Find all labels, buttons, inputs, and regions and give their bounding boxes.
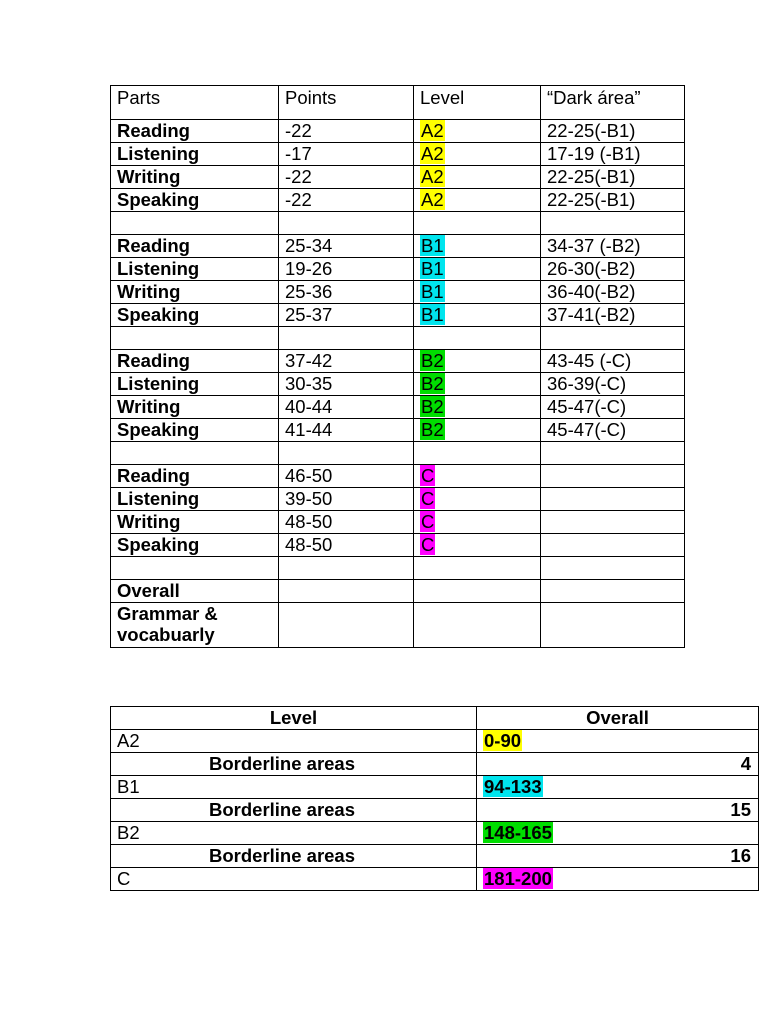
empty-cell	[279, 327, 414, 350]
dark-area-cell: 45-47(-C)	[541, 396, 685, 419]
points-cell: 25-37	[279, 304, 414, 327]
level-badge: B1	[421, 235, 444, 256]
dark-area-cell: 26-30(-B2)	[541, 258, 685, 281]
table-row	[111, 603, 685, 648]
empty-cell	[279, 557, 414, 580]
level-cell	[414, 488, 541, 511]
level-badge: B1	[421, 304, 444, 325]
points-cell: 41-44	[279, 419, 414, 442]
spacer-row	[111, 212, 685, 235]
part-cell: Writing	[111, 511, 279, 534]
level-badge: C	[421, 534, 435, 555]
part-cell: Speaking	[111, 189, 279, 212]
table-row	[111, 189, 685, 212]
part-cell: Grammar & vocabuarly	[111, 603, 279, 648]
level-points-table-body	[111, 86, 685, 648]
borderline-label: Borderline areas	[111, 799, 477, 822]
level-badge: B2	[421, 373, 444, 394]
points-cell: 46-50	[279, 465, 414, 488]
table-row	[111, 258, 685, 281]
level-cell	[414, 166, 541, 189]
empty-cell	[541, 442, 685, 465]
dark-area-cell: 22-25(-B1)	[541, 120, 685, 143]
level-badge: A2	[421, 143, 444, 164]
table-row	[111, 511, 685, 534]
dark-area-cell	[541, 465, 685, 488]
dark-area-cell	[541, 534, 685, 557]
dark-area-cell	[541, 603, 685, 648]
points-cell: -22	[279, 189, 414, 212]
table-row	[111, 304, 685, 327]
empty-cell	[541, 557, 685, 580]
empty-cell	[541, 212, 685, 235]
borderline-label: Borderline areas	[111, 753, 477, 776]
dark-area-cell: 37-41(-B2)	[541, 304, 685, 327]
dark-area-cell	[541, 580, 685, 603]
points-cell: -17	[279, 143, 414, 166]
level-badge: A2	[421, 120, 444, 141]
level-badge: B1	[421, 258, 444, 279]
dark-area-cell: 43-45 (-C)	[541, 350, 685, 373]
level-label: A2	[111, 730, 477, 753]
part-cell: Listening	[111, 143, 279, 166]
dark-area-cell: 45-47(-C)	[541, 419, 685, 442]
borderline-row	[111, 845, 759, 868]
level-cell	[414, 189, 541, 212]
level-label: C	[111, 868, 477, 891]
level-cell	[414, 258, 541, 281]
empty-cell	[414, 327, 541, 350]
header-level: Level	[414, 86, 541, 120]
part-cell: Listening	[111, 488, 279, 511]
level-label: B2	[111, 822, 477, 845]
level-cell	[414, 511, 541, 534]
overall-range-cell	[477, 822, 759, 845]
level-badge: A2	[421, 166, 444, 187]
empty-cell	[541, 327, 685, 350]
spacer-row	[111, 327, 685, 350]
level-cell	[414, 419, 541, 442]
dark-area-cell: 36-39(-C)	[541, 373, 685, 396]
header-points: Points	[279, 86, 414, 120]
dark-area-cell: 17-19 (-B1)	[541, 143, 685, 166]
points-cell: 37-42	[279, 350, 414, 373]
level-cell	[414, 603, 541, 648]
dark-area-cell: 22-25(-B1)	[541, 166, 685, 189]
points-cell: 30-35	[279, 373, 414, 396]
spacer-row	[111, 442, 685, 465]
overall-levels-table-body	[111, 707, 759, 891]
level-row	[111, 868, 759, 891]
level-label: B1	[111, 776, 477, 799]
points-cell: 40-44	[279, 396, 414, 419]
level-badge: A2	[421, 189, 444, 210]
points-cell: 48-50	[279, 511, 414, 534]
part-cell: Reading	[111, 465, 279, 488]
level-badge: C	[421, 465, 435, 486]
overall-range-badge: 94-133	[484, 776, 542, 797]
part-cell: Writing	[111, 281, 279, 304]
level-row	[111, 776, 759, 799]
overall-range-cell	[477, 868, 759, 891]
table-row	[111, 281, 685, 304]
header-dark-area: “Dark área”	[541, 86, 685, 120]
table-header-row	[111, 86, 685, 120]
level-points-table	[110, 85, 685, 648]
level-badge: C	[421, 511, 435, 532]
points-cell	[279, 603, 414, 648]
borderline-value: 16	[477, 845, 759, 868]
level-cell	[414, 373, 541, 396]
empty-cell	[279, 212, 414, 235]
part-cell: Reading	[111, 120, 279, 143]
level-cell	[414, 143, 541, 166]
level-row	[111, 730, 759, 753]
table-row	[111, 143, 685, 166]
empty-cell	[111, 557, 279, 580]
points-cell: 25-34	[279, 235, 414, 258]
level-cell	[414, 534, 541, 557]
empty-cell	[414, 212, 541, 235]
borderline-label: Borderline areas	[111, 845, 477, 868]
overall-range-badge: 148-165	[484, 822, 552, 843]
borderline-row	[111, 753, 759, 776]
level-badge: B2	[421, 419, 444, 440]
points-cell	[279, 580, 414, 603]
part-cell: Overall	[111, 580, 279, 603]
table-row	[111, 396, 685, 419]
overall-range-cell	[477, 730, 759, 753]
borderline-row	[111, 799, 759, 822]
level-cell	[414, 350, 541, 373]
empty-cell	[111, 327, 279, 350]
table-row	[111, 534, 685, 557]
level-cell	[414, 304, 541, 327]
points-cell: 25-36	[279, 281, 414, 304]
level-badge: B2	[421, 396, 444, 417]
table-row	[111, 488, 685, 511]
table-row	[111, 419, 685, 442]
part-cell: Reading	[111, 350, 279, 373]
part-cell: Speaking	[111, 534, 279, 557]
table-row	[111, 166, 685, 189]
overall-range-cell	[477, 776, 759, 799]
header-overall: Overall	[477, 707, 759, 730]
part-cell: Speaking	[111, 304, 279, 327]
level-row	[111, 822, 759, 845]
level-cell	[414, 396, 541, 419]
dark-area-cell: 22-25(-B1)	[541, 189, 685, 212]
overall-range-badge: 181-200	[484, 868, 552, 889]
part-cell: Writing	[111, 166, 279, 189]
table-row	[111, 373, 685, 396]
dark-area-cell: 34-37 (-B2)	[541, 235, 685, 258]
dark-area-cell	[541, 511, 685, 534]
table-row	[111, 120, 685, 143]
empty-cell	[414, 557, 541, 580]
level-badge: B2	[421, 350, 444, 371]
part-cell: Reading	[111, 235, 279, 258]
overall-header-row	[111, 707, 759, 730]
borderline-value: 15	[477, 799, 759, 822]
table-row	[111, 350, 685, 373]
overall-range-badge: 0-90	[484, 730, 522, 751]
empty-cell	[279, 442, 414, 465]
level-cell	[414, 281, 541, 304]
dark-area-cell	[541, 488, 685, 511]
header-level: Level	[111, 707, 477, 730]
level-badge: B1	[421, 281, 444, 302]
part-cell: Writing	[111, 396, 279, 419]
part-cell: Listening	[111, 258, 279, 281]
level-cell	[414, 235, 541, 258]
points-cell: -22	[279, 166, 414, 189]
overall-levels-table	[110, 706, 759, 891]
borderline-value: 4	[477, 753, 759, 776]
table-row	[111, 465, 685, 488]
level-cell	[414, 580, 541, 603]
empty-cell	[111, 212, 279, 235]
points-cell: -22	[279, 120, 414, 143]
part-cell: Speaking	[111, 419, 279, 442]
header-parts: Parts	[111, 86, 279, 120]
empty-cell	[111, 442, 279, 465]
points-cell: 39-50	[279, 488, 414, 511]
level-cell	[414, 465, 541, 488]
table-row	[111, 580, 685, 603]
part-cell: Listening	[111, 373, 279, 396]
points-cell: 48-50	[279, 534, 414, 557]
level-badge: C	[421, 488, 435, 509]
table-row	[111, 235, 685, 258]
empty-cell	[414, 442, 541, 465]
level-cell	[414, 120, 541, 143]
dark-area-cell: 36-40(-B2)	[541, 281, 685, 304]
spacer-row	[111, 557, 685, 580]
points-cell: 19-26	[279, 258, 414, 281]
